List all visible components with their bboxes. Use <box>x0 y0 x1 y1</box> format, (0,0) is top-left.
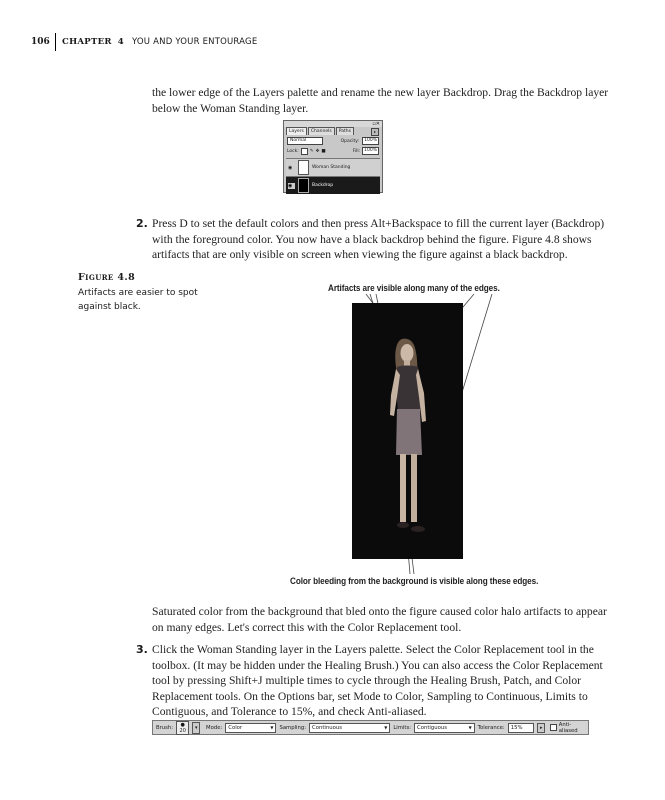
palette-window-buttons: ▫✕ <box>372 121 380 127</box>
mode-label: Mode: <box>206 724 223 731</box>
lock-label: Lock: <box>287 148 299 154</box>
callout-color-bleeding: Color bleeding from the background is visible along these edges. <box>290 576 539 587</box>
fill-label: Fill: <box>352 148 361 154</box>
tab-paths: Paths <box>336 127 354 135</box>
sampling-select <box>309 723 390 733</box>
page-number: 106 <box>31 37 50 47</box>
layer-name: Backdrop <box>312 183 334 188</box>
brush-dropdown-icon: ▾ <box>192 722 200 734</box>
step-2-number: 2. <box>136 217 148 230</box>
woman-standing-photo <box>352 303 463 559</box>
sampling-label: Sampling: <box>279 724 307 731</box>
chapter-label: CHAPTER <box>62 37 112 47</box>
limits-select <box>414 723 475 733</box>
brush-label: Brush: <box>156 724 174 731</box>
chapter-number: 4 <box>117 37 124 47</box>
intro-paragraph: the lower edge of the Layers palette and rename the new layer Backdrop. Drag the Backdrop layer below the Woman Standing layer. <box>152 86 609 115</box>
tab-channels: Channels <box>308 127 335 135</box>
tolerance-arrow-icon: ▸ <box>537 723 545 733</box>
blend-mode-select: Normal <box>287 137 323 145</box>
step-2-text: Press D to set the default colors and then press Alt+Backspace to fill the current layer (Backdrop) with the foreground color. You now have a black backdrop behind the figure. Figure 4.8 shows artifacts that are only visible on screen when viewing the figure against a black backdrop. <box>152 217 605 261</box>
limits-value: Contiguous <box>417 724 447 731</box>
options-bar-screenshot <box>152 720 589 735</box>
checkbox-checked-icon <box>550 724 557 731</box>
brush-preview <box>176 721 189 735</box>
sampling-value: Continuous <box>312 724 342 731</box>
callout-artifacts: Artifacts are visible along many of the edges. <box>328 283 500 294</box>
brush-size: 20 <box>179 727 186 734</box>
layer-name: Woman Standing <box>312 165 351 170</box>
visibility-eye-icon: ◉ <box>288 183 295 189</box>
visibility-eye-icon: ◉ <box>288 164 293 171</box>
chapter-title: YOU AND YOUR ENTOURAGE <box>131 37 258 47</box>
tolerance-field <box>508 723 535 733</box>
tolerance-label: Tolerance: <box>477 724 505 731</box>
opacity-field: 100% <box>364 138 377 143</box>
antialiased-option <box>550 722 588 734</box>
fill-field: 100% <box>364 148 377 153</box>
figure-caption: Artifacts are easier to spot against black. <box>78 288 198 312</box>
chevron-down-icon: ▼ <box>270 724 274 730</box>
step-3-number: 3. <box>136 643 148 656</box>
limits-label: Limits: <box>393 724 412 731</box>
palette-menu-icon: ▸ <box>371 128 379 136</box>
figure-label: Figure 4.8 <box>78 272 136 283</box>
lock-brush-icon: ✎ <box>309 148 314 154</box>
tab-layers: Layers <box>286 127 307 135</box>
mode-select <box>225 723 276 733</box>
chevron-down-icon: ▼ <box>384 724 388 730</box>
paragraph-after-figure: Saturated color from the background that bled onto the figure caused color halo artifacts to appear on many edges. Let's correct this with the Color Replacement tool. <box>152 605 607 634</box>
mode-value: Color <box>228 724 243 731</box>
brush-dot-icon: ● <box>180 721 185 728</box>
tolerance-value: 15% <box>510 724 523 731</box>
chevron-down-icon: ▼ <box>468 724 472 730</box>
lock-move-icon: ✥ <box>315 148 320 154</box>
antialiased-label: Anti-aliased <box>558 721 578 734</box>
opacity-label: Opacity: <box>340 138 360 144</box>
step-3-text: Click the Woman Standing layer in the Layers palette. Select the Color Replacement tool in the toolbox. (It may be hidden under the Healing Brush.) You can also access the Color Replacement tool by pressing Shift+J multiple times to cycle through the Healing Brush, Patch, and Color Replacement tools. On the Options bar, set Mode to Color, Sampling to Continuous, Limits to Contiguous, and Tolerance to 15%, and check Anti-aliased. <box>152 643 603 718</box>
lock-all-icon: ■ <box>321 148 326 154</box>
